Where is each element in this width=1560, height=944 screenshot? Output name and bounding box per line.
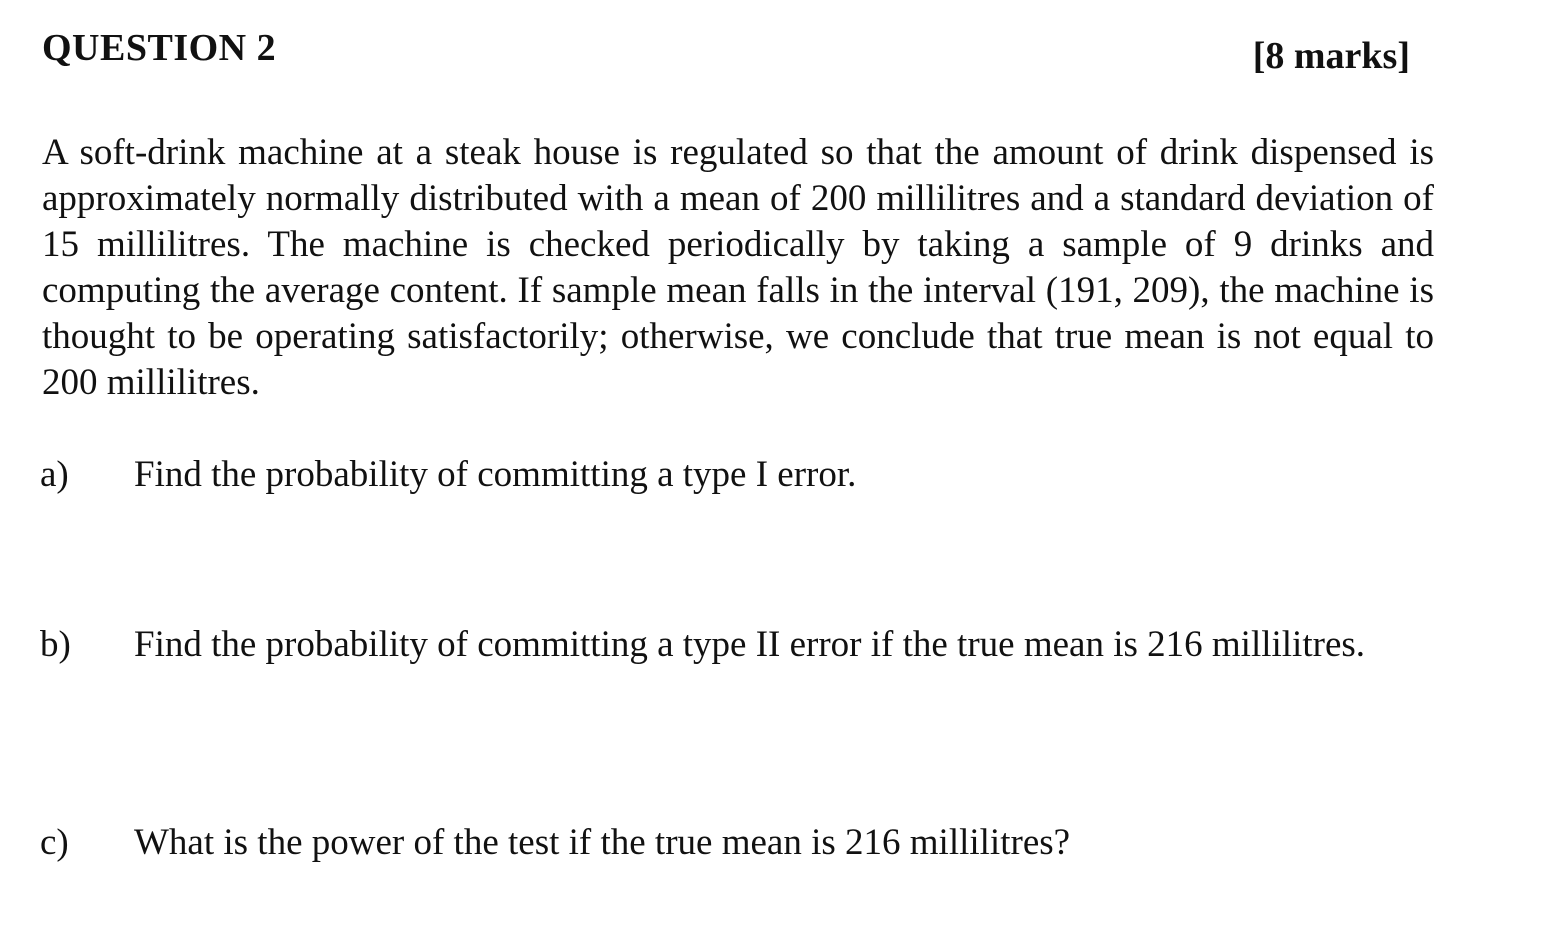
part-b-label: b) xyxy=(40,624,71,665)
part-a-label: a) xyxy=(40,454,69,495)
question-title: QUESTION 2 xyxy=(42,27,277,69)
part-c-text: What is the power of the test if the true mean is 216 millilitres? xyxy=(134,822,1071,863)
question-stem: A soft-drink machine at a steak house is regulated so that the amount of drink dispensed is approximately normally distributed with a mean of 200 millilitres and a standard deviation of 15 millilitres. The machine is checked periodically by taking a sample of 9 drinks and computing the average content. If sample mean falls in the interval (191, 209), the machine is thought to be operating satisfactorily; otherwise, we conclude that true mean is not equal to 200 millilitres. xyxy=(42,132,1434,403)
part-a-text: Find the probability of committing a type I error. xyxy=(134,454,857,495)
part-c-label: c) xyxy=(40,822,69,863)
part-b-text: Find the probability of committing a type II error if the true mean is 216 millilitres. xyxy=(134,624,1366,665)
part-c xyxy=(40,820,1434,866)
part-a xyxy=(40,452,1434,498)
part-b xyxy=(40,622,1434,668)
question-marks: [8 marks] xyxy=(1252,35,1410,77)
